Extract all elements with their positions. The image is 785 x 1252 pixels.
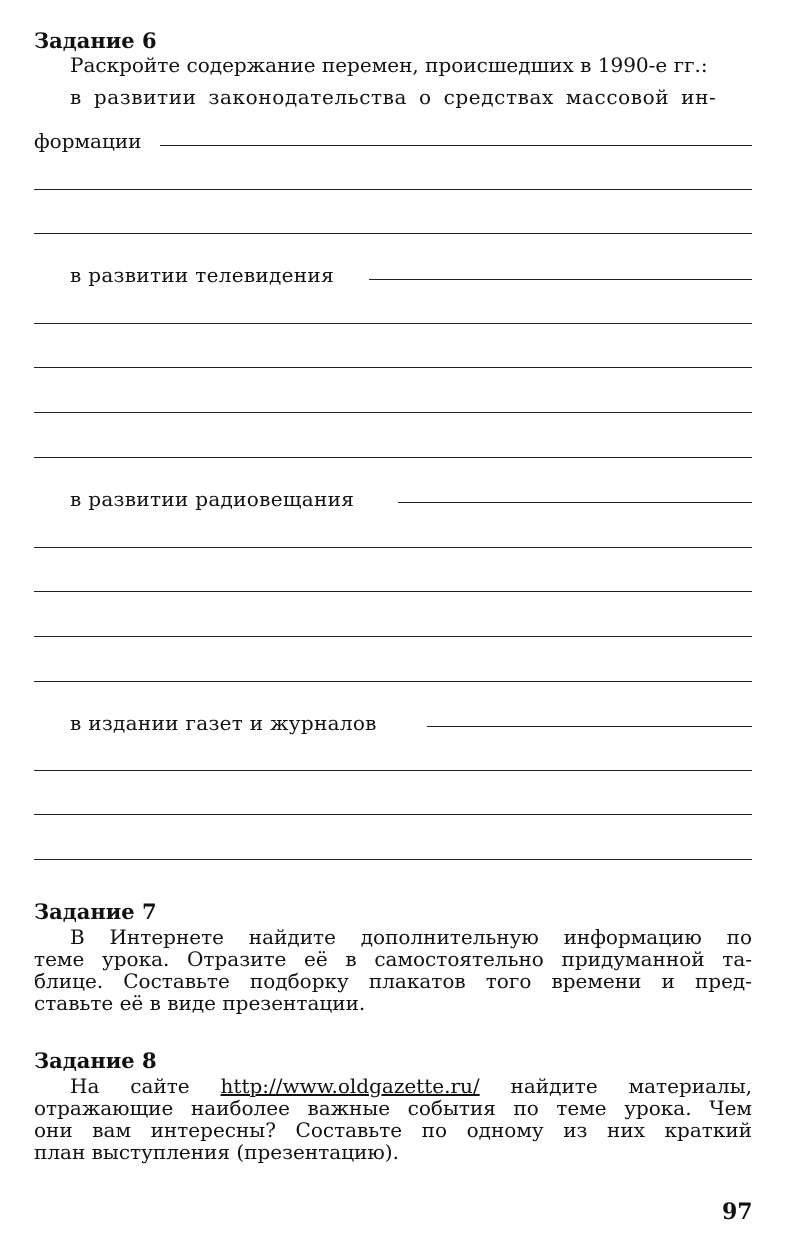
task7-line: теме урока. Отразите её в самостоятельно придуманной та- bbox=[34, 947, 752, 971]
task6-television: в развитии телевидения bbox=[70, 263, 334, 287]
answer-line[interactable] bbox=[34, 367, 752, 368]
answer-line[interactable] bbox=[34, 547, 752, 548]
task8-text bbox=[34, 1075, 752, 1163]
answer-line[interactable] bbox=[34, 323, 752, 324]
answer-line[interactable] bbox=[398, 502, 752, 503]
answer-line[interactable] bbox=[34, 189, 752, 190]
task8-title: Задание 8 bbox=[34, 1048, 157, 1073]
task6-press: в издании газет и журналов bbox=[70, 711, 377, 735]
task8-line: отражающие наиболее важные события по теме урока. Чем bbox=[34, 1096, 752, 1120]
task7-line: ставьте её в виде презентации. bbox=[34, 991, 366, 1015]
answer-line[interactable] bbox=[34, 233, 752, 234]
task7-line: В Интернете найдите дополнительную информацию по bbox=[70, 925, 752, 949]
oldgazette-link[interactable]: http://www.oldgazette.ru/ bbox=[220, 1074, 480, 1098]
task6-legislation-line1: в развитии законодательства о средствах массовой ин- bbox=[70, 85, 717, 109]
task6-title: Задание 6 bbox=[34, 28, 157, 53]
answer-line[interactable] bbox=[427, 726, 752, 727]
answer-line[interactable] bbox=[34, 412, 752, 413]
answer-line[interactable] bbox=[34, 814, 752, 815]
task8-line1-prefix: На сайте bbox=[70, 1074, 190, 1098]
answer-line[interactable] bbox=[34, 681, 752, 682]
answer-line[interactable] bbox=[160, 145, 752, 146]
task8-line: план выступления (презентацию). bbox=[34, 1140, 399, 1164]
answer-line[interactable] bbox=[34, 457, 752, 458]
task6-intro: Раскройте содержание перемен, происшедших в 1990-е гг.: bbox=[70, 53, 708, 77]
task8-line1 bbox=[34, 1075, 752, 1097]
answer-line[interactable] bbox=[34, 859, 752, 860]
task6-radio: в развитии радиовещания bbox=[70, 487, 355, 511]
task7-title: Задание 7 bbox=[34, 899, 157, 924]
answer-line[interactable] bbox=[34, 591, 752, 592]
task7-line: блице. Составьте подборку плакатов того времени и пред- bbox=[34, 969, 752, 993]
task6-legislation-line2: формации bbox=[34, 129, 142, 153]
task8-line1-suffix: найдите материалы, bbox=[510, 1074, 752, 1098]
answer-line[interactable] bbox=[34, 770, 752, 771]
task8-line: они вам интересны? Составьте по одному из них краткий bbox=[34, 1118, 752, 1142]
task7-text bbox=[34, 926, 752, 1014]
page-number: 97 bbox=[722, 1199, 753, 1225]
answer-line[interactable] bbox=[34, 636, 752, 637]
answer-line[interactable] bbox=[369, 279, 752, 280]
